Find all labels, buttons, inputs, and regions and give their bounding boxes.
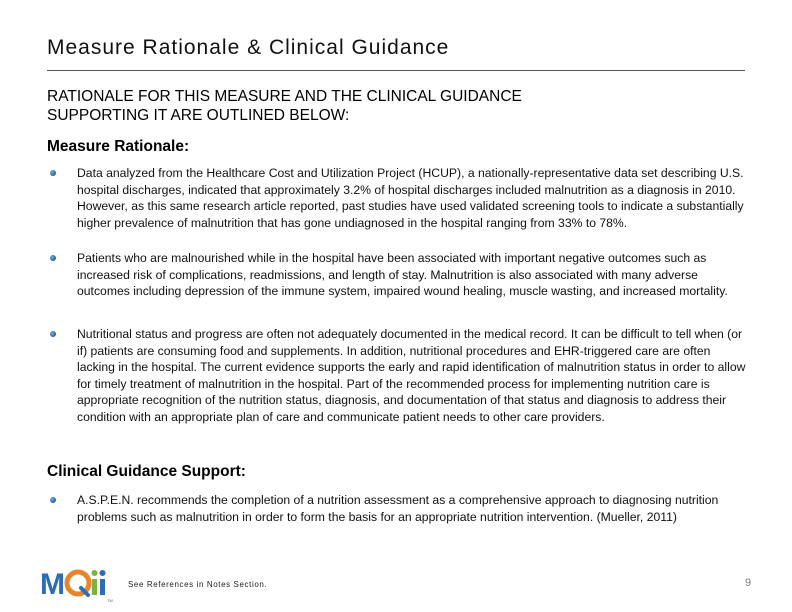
logo-i2-dot — [100, 570, 106, 576]
logo-i1-stem — [92, 579, 97, 595]
list-item — [47, 492, 747, 525]
bullet-text: Data analyzed from the Healthcare Cost and Utilization Project (HCUP), a nationally-representative data set describing U.S. hospital discharges, indicated that approximately 3.2% of hospital discharges included malnutrition as a diagnosis in 2010. However, as this same research article reported, past studies have used validated screening tools to indicate a substantially higher prevalence of malnutrition that has gone undiagnosed in the hospital ranging from 33% to 78%. — [77, 166, 744, 230]
logo-i1-dot — [92, 570, 98, 576]
references-note: See References in Notes Section. — [128, 580, 268, 589]
logo-trademark: TM — [107, 598, 113, 603]
list-item — [47, 165, 747, 250]
logo-m: M — [40, 568, 65, 601]
bullet-icon — [50, 497, 56, 503]
intro-line-1: RATIONALE FOR THIS MEASURE AND THE CLINICAL GUIDANCE — [47, 88, 522, 105]
clinical-guidance-heading: Clinical Guidance Support: — [47, 463, 246, 480]
bullet-text: A.S.P.E.N. recommends the completion of a nutrition assessment as a comprehensive approach to diagnosing nutrition problems such as malnutrition in order to form the basis for an appropriate nutrition intervention. (Mueller, 2011) — [77, 493, 719, 524]
intro-text — [47, 87, 747, 125]
page-number: 9 — [745, 577, 752, 589]
intro-line-2: SUPPORTING IT ARE OUTLINED BELOW: — [47, 107, 350, 124]
logo-i2-stem — [100, 579, 105, 595]
list-item — [47, 250, 747, 326]
bullet-text: Patients who are malnourished while in the hospital have been associated with important negative outcomes such as increased risk of complications, readmissions, and length of stay. Malnutrition is also associated with many adverse outcomes including depression of the immune system, impaired wound healing, muscle wasting, and increased mortality. — [77, 251, 728, 298]
title-divider — [47, 70, 745, 71]
list-item — [47, 326, 747, 425]
clinical-guidance-list — [47, 492, 747, 525]
bullet-icon — [50, 255, 56, 261]
bullet-icon — [50, 331, 56, 337]
measure-rationale-heading: Measure Rationale: — [47, 138, 190, 155]
bullet-text: Nutritional status and progress are often not adequately documented in the medical record. It can be difficult to tell when (or if) patients are consuming food and supplements. In addition, nutritional procedures and EHR-triggered care are often lacking in the hospital. The current evidence supports the early and rapid identification of malnutrition status in order to allow for timely treatment of malnutrition in the hospital. Part of the recommended process for implementing nutrition care is appropriate recognition of the nutrition status, diagnosis, and documentation of that status and diagnosis to address their condition with an appropriate plan of care and communicate patient needs to other care providers. — [77, 327, 746, 424]
slide-title: Measure Rationale & Clinical Guidance — [47, 36, 450, 59]
bullet-icon — [50, 170, 56, 176]
mqii-logo — [40, 563, 118, 603]
measure-rationale-list — [47, 165, 747, 425]
